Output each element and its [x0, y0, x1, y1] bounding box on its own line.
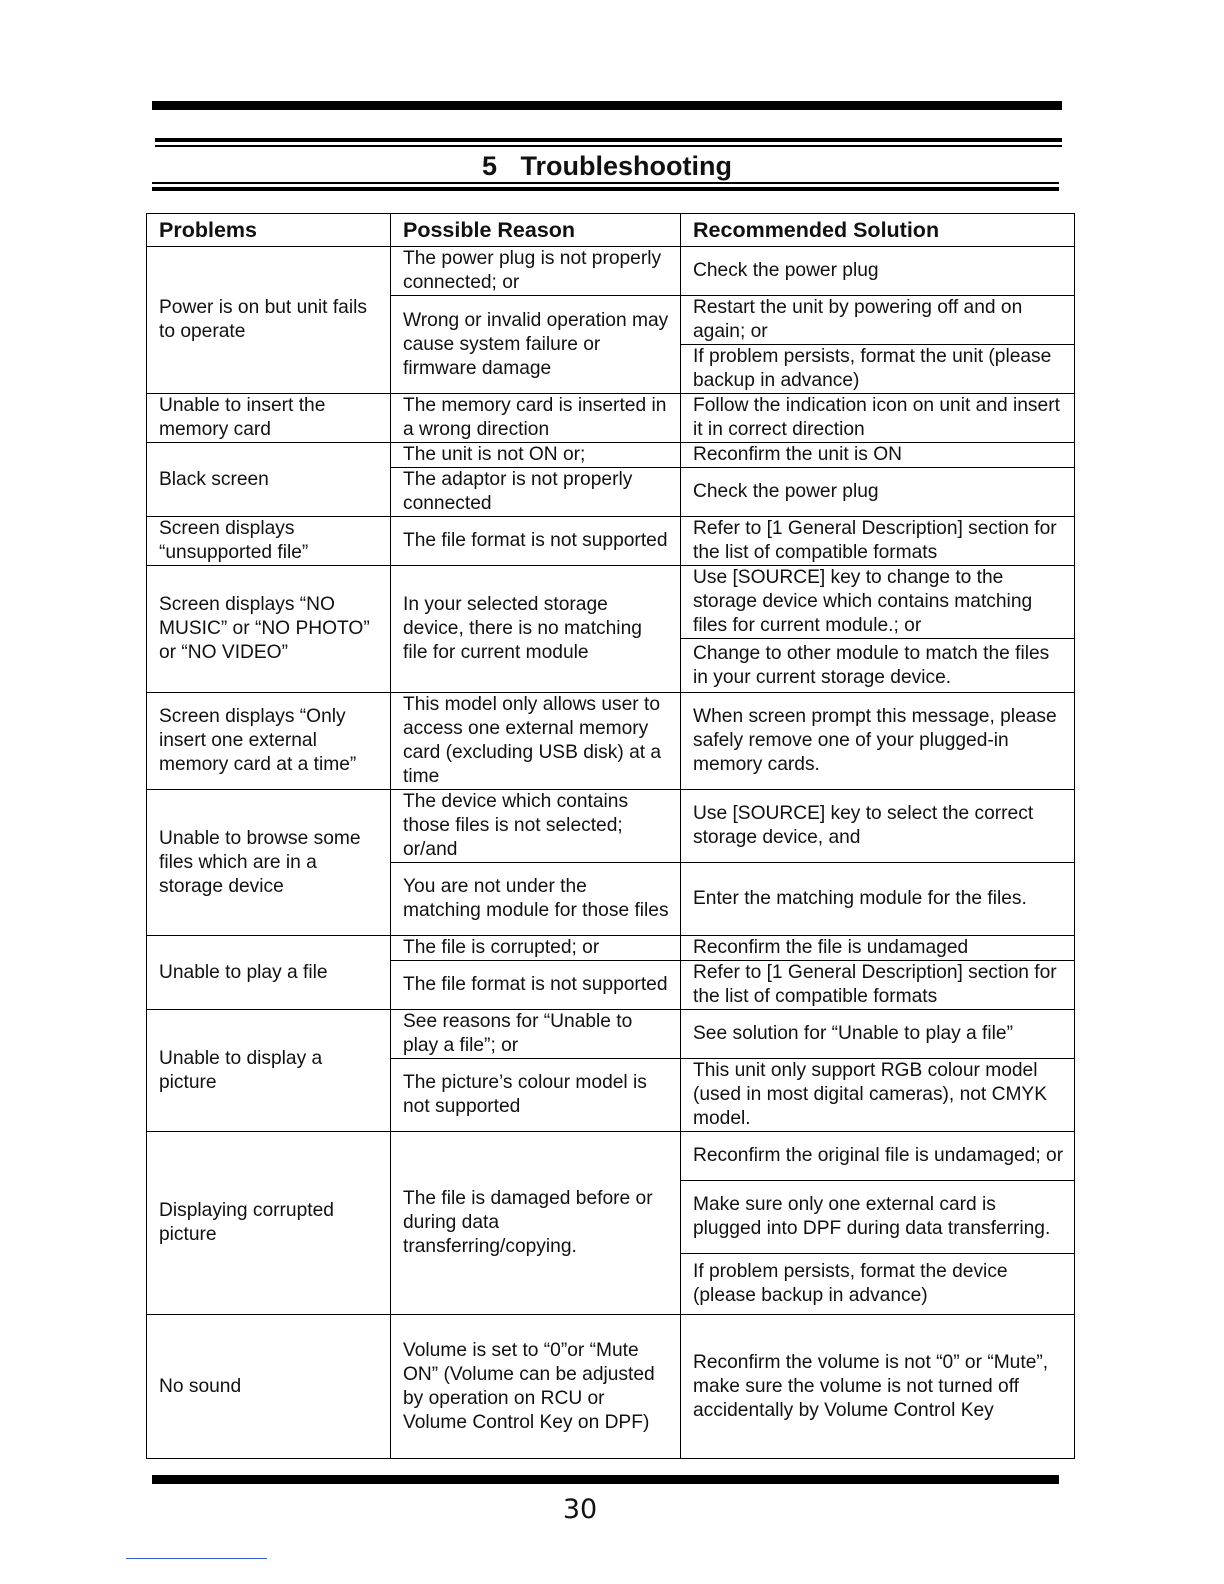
solution-cell: Reconfirm the unit is ON [681, 443, 1075, 468]
solution-cell: See solution for “Unable to play a file” [681, 1010, 1075, 1059]
troubleshooting-table [146, 213, 1075, 1459]
reason-cell: See reasons for “Unable to play a file”; or [391, 1010, 681, 1059]
reason-cell: The file is damaged before or during data transferring/copying. [391, 1132, 681, 1315]
solution-cell: Enter the matching module for the files. [681, 863, 1075, 936]
table-row [147, 394, 1075, 443]
table-row [147, 790, 1075, 863]
solution-cell: When screen prompt this message, please safely remove one of your plugged-in memory cards. [681, 693, 1075, 790]
table-row [147, 936, 1075, 961]
problem-cell: Screen displays “NO MUSIC” or “NO PHOTO” or “NO VIDEO” [147, 566, 391, 693]
reason-cell: The file is corrupted; or [391, 936, 681, 961]
title-rule-bottom-thick [152, 187, 1059, 191]
reason-cell: The file format is not supported [391, 961, 681, 1010]
table-row [147, 247, 1075, 296]
table-row [147, 1010, 1075, 1059]
reason-cell: The memory card is inserted in a wrong direction [391, 394, 681, 443]
table-row [147, 517, 1075, 566]
section-number: 5 [481, 151, 498, 181]
solution-cell: Refer to [1 General Description] section for the list of compatible formats [681, 961, 1075, 1010]
table-row [147, 693, 1075, 790]
problem-cell: Unable to browse some files which are in a storage device [147, 790, 391, 936]
reason-cell: You are not under the matching module for those files [391, 863, 681, 936]
solution-cell: Check the power plug [681, 468, 1075, 517]
title-rule-top-thick [155, 138, 1062, 142]
problem-cell: Unable to display a picture [147, 1010, 391, 1132]
header-recommended-solution: Recommended Solution [681, 214, 1075, 247]
reason-cell: This model only allows user to access one external memory card (excluding USB disk) at a time [391, 693, 681, 790]
problem-cell: Displaying corrupted picture [147, 1132, 391, 1315]
solution-cell: Reconfirm the original file is undamaged; or [681, 1132, 1075, 1181]
reason-cell: The unit is not ON or; [391, 443, 681, 468]
problem-cell: Power is on but unit fails to operate [147, 247, 391, 394]
problem-cell: Black screen [147, 443, 391, 517]
reason-cell: Volume is set to “0”or “Mute ON” (Volume can be adjusted by operation on RCU or Volume Control Key on DPF) [391, 1315, 681, 1459]
problem-cell: Unable to insert the memory card [147, 394, 391, 443]
solution-cell: Reconfirm the volume is not “0” or “Mute”, make sure the volume is not turned off accidentally by Volume Control Key [681, 1315, 1075, 1459]
solution-cell: Follow the indication icon on unit and insert it in correct direction [681, 394, 1075, 443]
problem-cell: Screen displays “Only insert one external memory card at a time” [147, 693, 391, 790]
reason-cell: The device which contains those files is not selected; or/and [391, 790, 681, 863]
bottom-rule [152, 1475, 1059, 1484]
reason-cell: The adaptor is not properly connected [391, 468, 681, 517]
problem-cell: Unable to play a file [147, 936, 391, 1010]
solution-cell: Use [SOURCE] key to change to the storage device which contains matching files for current module.; or [681, 566, 1075, 639]
solution-cell: Make sure only one external card is plugged into DPF during data transferring. [681, 1181, 1075, 1254]
reason-cell: In your selected storage device, there is no matching file for current module [391, 566, 681, 693]
title-rule-bottom-thin [152, 182, 1059, 184]
solution-cell: Reconfirm the file is undamaged [681, 936, 1075, 961]
table-row [147, 1315, 1075, 1459]
header-possible-reason: Possible Reason [391, 214, 681, 247]
section-title-text: Troubleshooting [520, 151, 733, 181]
solution-cell: If problem persists, format the device (please backup in advance) [681, 1254, 1075, 1315]
footer-line [126, 1558, 267, 1559]
top-rule [152, 101, 1062, 110]
reason-cell: The file format is not supported [391, 517, 681, 566]
solution-cell: Use [SOURCE] key to select the correct storage device, and [681, 790, 1075, 863]
table-row [147, 1132, 1075, 1181]
table-header-row [147, 214, 1075, 247]
section-title [155, 148, 1059, 184]
page-number: 30 [562, 1494, 598, 1525]
reason-cell: The power plug is not properly connected; or [391, 247, 681, 296]
solution-cell: Check the power plug [681, 247, 1075, 296]
solution-cell: This unit only support RGB colour model (used in most digital cameras), not CMYK model. [681, 1059, 1075, 1132]
solution-cell: Refer to [1 General Description] section for the list of compatible formats [681, 517, 1075, 566]
reason-cell: The picture’s colour model is not supported [391, 1059, 681, 1132]
solution-cell: Change to other module to match the files in your current storage device. [681, 639, 1075, 693]
table-row [147, 566, 1075, 639]
solution-cell: If problem persists, format the unit (please backup in advance) [681, 345, 1075, 394]
problem-cell: Screen displays “unsupported file” [147, 517, 391, 566]
title-rule-top-thin [155, 145, 1062, 147]
problem-cell: No sound [147, 1315, 391, 1459]
header-problems: Problems [147, 214, 391, 247]
table-row [147, 443, 1075, 468]
reason-cell: Wrong or invalid operation may cause system failure or firmware damage [391, 296, 681, 394]
solution-cell: Restart the unit by powering off and on again; or [681, 296, 1075, 345]
